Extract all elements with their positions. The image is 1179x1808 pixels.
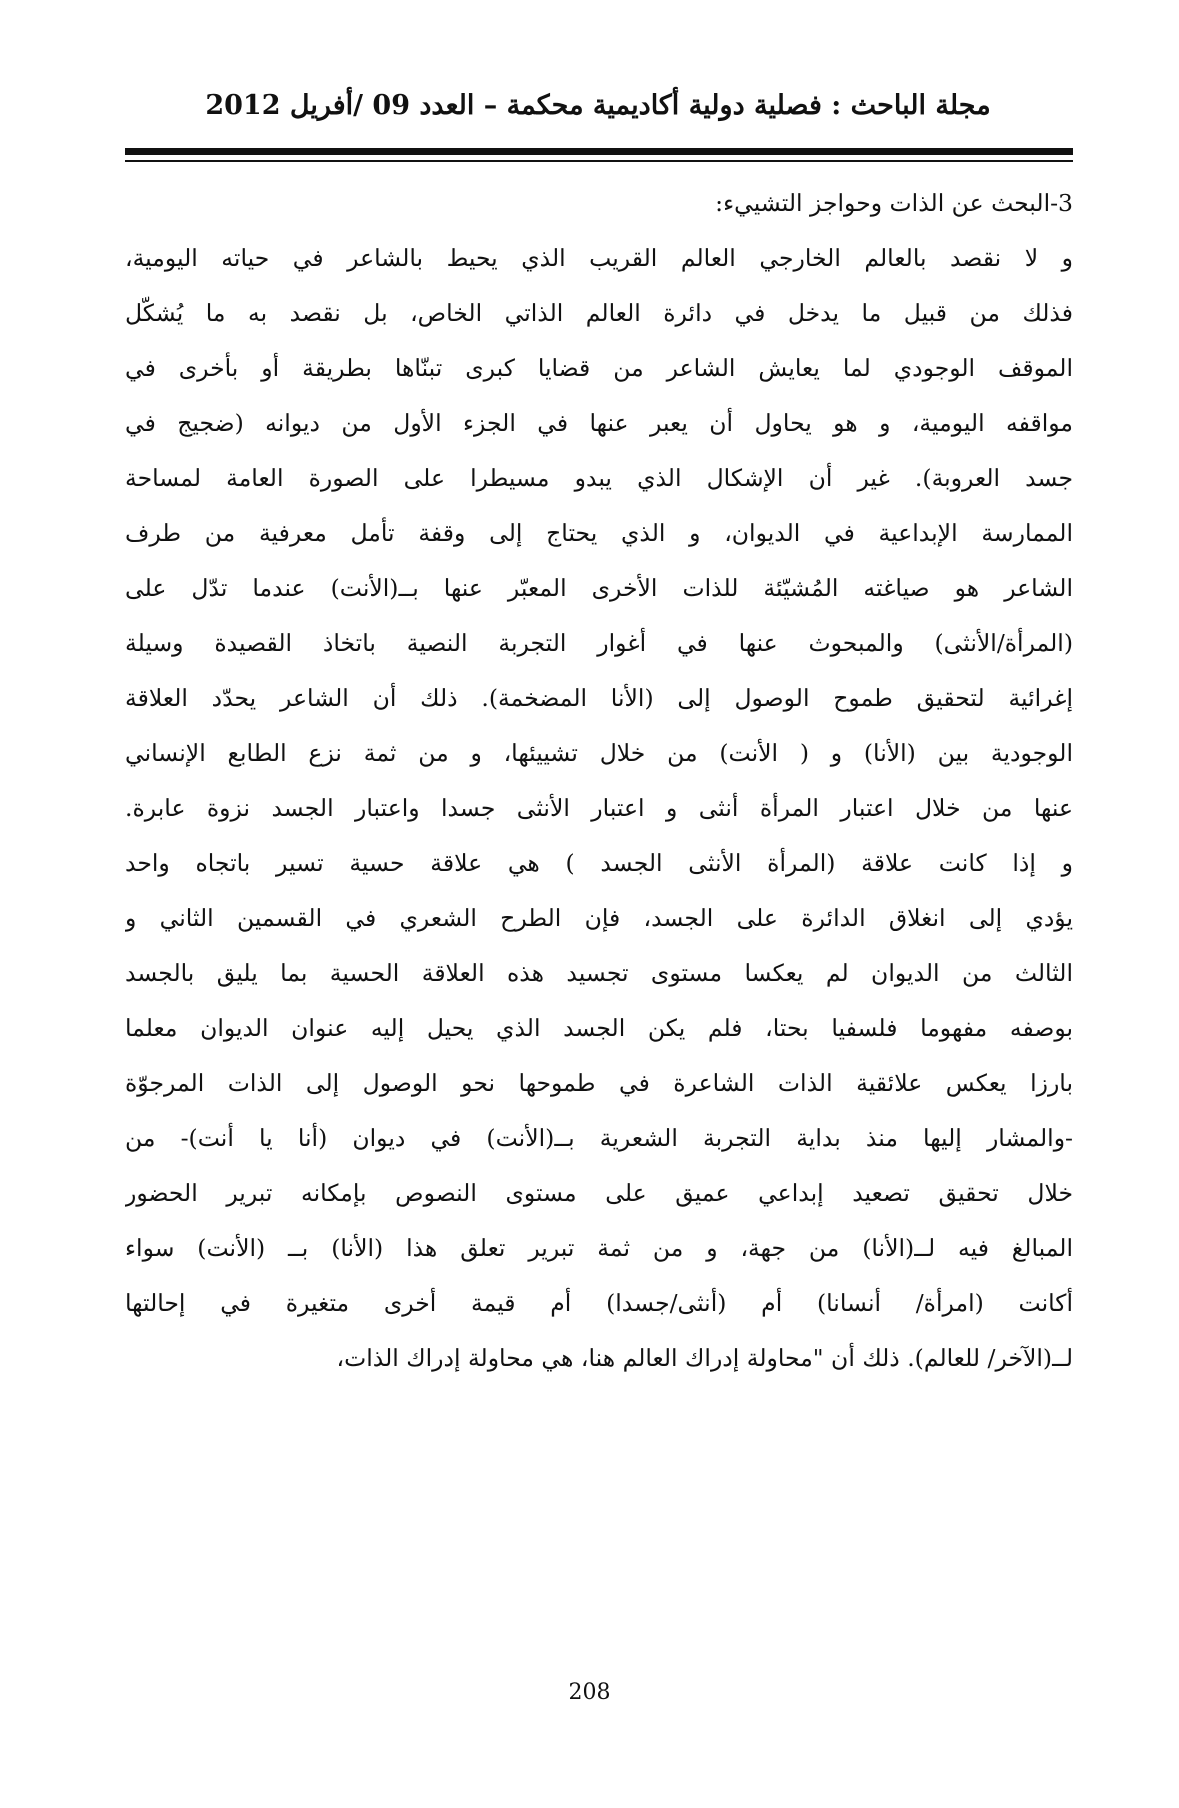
text-line: المبالغ فيه لــ(الأنا) من جهة، و من ثمة تبرير تعلق هذا (الأنا) بــ (الأنت) سواء	[125, 1234, 1073, 1262]
text-line: عنها من خلال اعتبار المرأة أنثى و اعتبار الأنثى جسدا واعتبار الجسد نزوة عابرة.	[125, 794, 1073, 822]
text-line: بوصفه مفهوما فلسفيا بحتا، فلم يكن الجسد الذي يحيل إليه عنوان الديوان معلما	[125, 1014, 1073, 1042]
page-number: 208	[568, 1680, 611, 1705]
section-heading: 3-البحث عن الذات وحواجز التشييء:	[715, 189, 1073, 217]
text-line: الشاعر هو صياغته المُشيّئة للذات الأخرى المعبّر عنها بــ(الأنت) عندما تدّل على	[125, 574, 1073, 602]
text-line: (المرأة/الأنثى) والمبحوث عنها في أغوار التجربة النصية باتخاذ القصيدة وسيلة	[125, 629, 1073, 657]
header-rule-thin	[125, 160, 1073, 162]
header-rule-thick	[125, 148, 1073, 155]
article-body	[125, 176, 1073, 1386]
text-line: بارزا يعكس علائقية الذات الشاعرة في طموحها نحو الوصول إلى الذات المرجوّة	[125, 1069, 1073, 1097]
text-line: يؤدي إلى انغلاق الدائرة على الجسد، فإن الطرح الشعري في القسمين الثاني و	[125, 904, 1073, 932]
text-line: الثالث من الديوان لم يعكسا مستوى تجسيد هذه العلاقة الحسية بما يليق بالجسد	[125, 959, 1073, 987]
text-line: -والمشار إليها منذ بداية التجربة الشعرية بــ(الأنت) في ديوان (أنا يا أنت)- من	[125, 1124, 1073, 1152]
text-line: لــ(الآخر/ للعالم). ذلك أن "محاولة إدراك العالم هنا، هي محاولة إدراك الذات،	[336, 1344, 1073, 1372]
text-line: إغرائية لتحقيق طموح الوصول إلى (الأنا المضخمة). ذلك أن الشاعر يحدّد العلاقة	[125, 684, 1073, 712]
text-line: و لا نقصد بالعالم الخارجي العالم القريب الذي يحيط بالشاعر في حياته اليومية،	[125, 244, 1073, 272]
text-line: و إذا كانت علاقة (المرأة الأنثى الجسد ) هي علاقة حسية تسير باتجاه واحد	[125, 849, 1073, 877]
text-line: الممارسة الإبداعية في الديوان، و الذي يحتاج إلى وقفة تأمل معرفية من طرف	[125, 519, 1073, 547]
text-line: الوجودية بين (الأنا) و ( الأنت) من خلال تشييئها، و من ثمة نزع الطابع الإنساني	[125, 739, 1073, 767]
text-line: خلال تحقيق تصعيد إبداعي عميق على مستوى النصوص بإمكانه تبرير الحضور	[125, 1179, 1073, 1207]
text-line: فذلك من قبيل ما يدخل في دائرة العالم الذاتي الخاص، بل نقصد به ما يُشكّل	[125, 299, 1073, 327]
text-line: جسد العروبة). غير أن الإشكال الذي يبدو مسيطرا على الصورة العامة لمساحة	[125, 464, 1073, 492]
text-line: مواقفه اليومية، و هو يحاول أن يعبر عنها في الجزء الأول من ديوانه (ضجيج في	[125, 409, 1073, 437]
journal-header: مجلة الباحث : فصلية دولية أكاديمية محكمة – العدد 09 /أفريل 2012	[205, 90, 991, 121]
text-line: الموقف الوجودي لما يعايش الشاعر من قضايا كبرى تبنّاها بطريقة أو بأخرى في	[125, 354, 1073, 382]
text-line: أكانت (امرأة/ أنسانا) أم (أنثى/جسدا) أم قيمة أخرى متغيرة في إحالتها	[125, 1289, 1073, 1317]
